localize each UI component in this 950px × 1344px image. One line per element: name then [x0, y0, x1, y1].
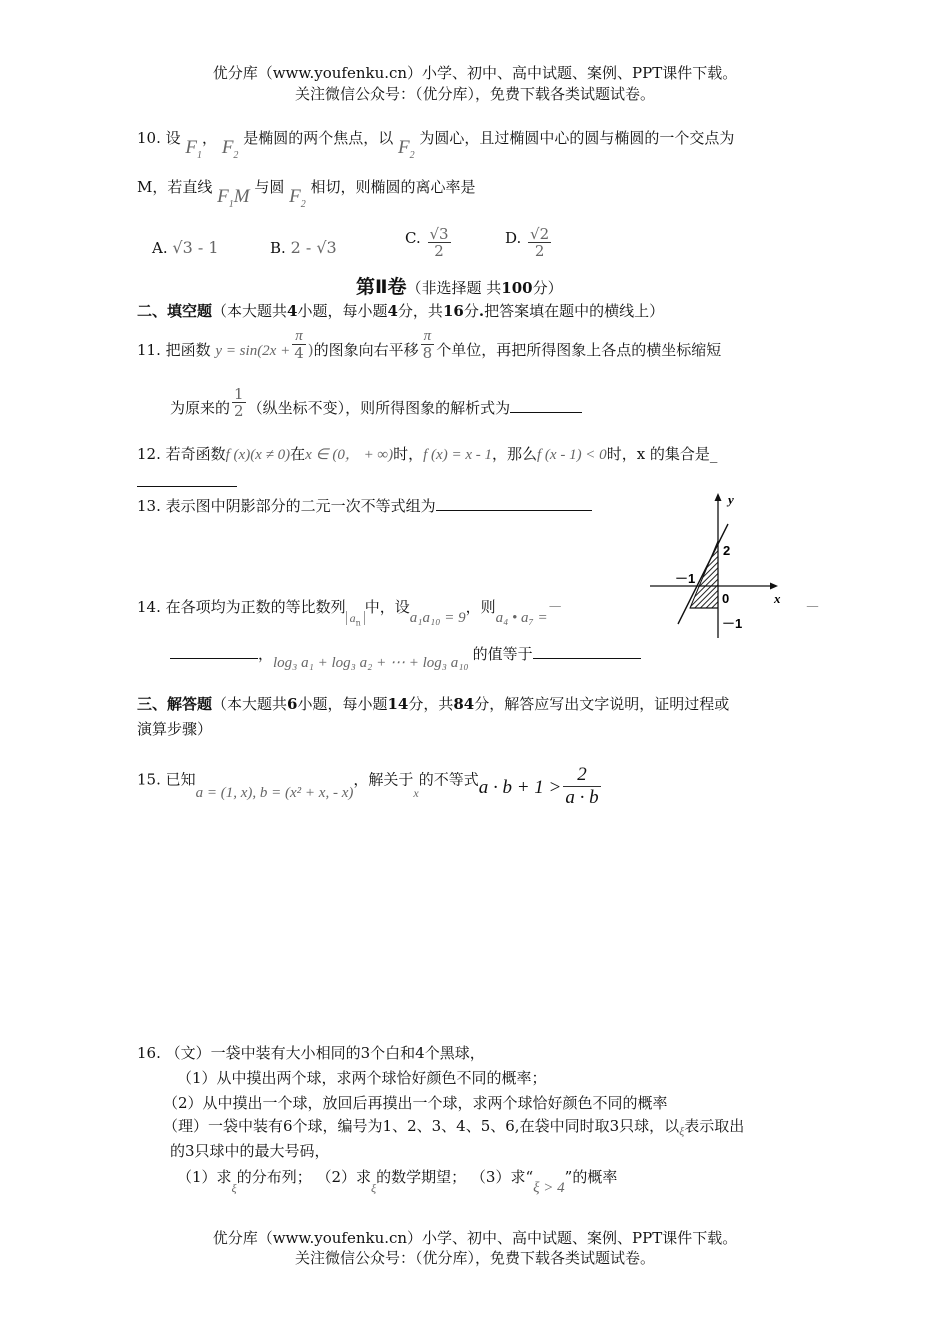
part-2-title: 第Ⅱ卷（非选择题 共100分） — [356, 276, 563, 298]
f1-symbol: $F_1$ — [185, 137, 203, 161]
q16-line-1: 16. （文）一袋中装有大小相同的3个白和4个黑球， — [137, 1044, 485, 1062]
q11-line-2: 为原来的 $\frac{1}{2}$ （纵坐标不变），则所得图象的解析式为 — [170, 386, 582, 419]
origin-label: 0 — [722, 591, 730, 606]
x-tick-neg-1: －1 — [675, 571, 696, 586]
q14-trailing-dash: － — [805, 598, 821, 616]
f2-symbol: $F_2$ — [221, 137, 239, 161]
x-axis-arrow — [770, 583, 778, 590]
q15-text: 15. 已知a = (1, x), b = (x² + x, - x)，解关于$_x$的不等式a · b + 1 > $\frac{2}{a \cdot b}$ — [137, 764, 599, 808]
header-line-2: 关注微信公众号：（优分库），免费下载各类试题试卷。 — [294, 85, 655, 103]
y-tick-2: 2 — [723, 543, 731, 558]
section-3-heading: 三、解答题（本大题共6小题，每小题14分，共84分，解答应写出文字说明，证明过程或 — [137, 695, 730, 713]
q10-line-1: 10. 设 $F_1$， $F_2$ 是椭圆的两个焦点，以 $F_2$ 为圆心，且过椭圆中心的圆与椭圆的一个交点为 — [137, 129, 735, 161]
y-axis-arrow — [715, 493, 722, 501]
footer-line-2: 关注微信公众号：（优分库），免费下载各类试题试卷。 — [294, 1249, 655, 1267]
q13-text: 13. 表示图中阴影部分的二元一次不等式组为 — [137, 495, 592, 516]
header-line-1: 优分库（www.youfenku.cn）小学、初中、高中试题、案例、PPT课件下载。 — [212, 64, 738, 82]
q12-line-1: 12. 若奇函数f (x)(x ≠ 0)在x ∈ (0， + ∞)时，f (x) = x - 1，那么f (x - 1) < 0时，x 的集合是_ — [137, 445, 718, 463]
q16-line-4: （理）一袋中装有6个球，编号为1、2、3、4、5、6,在袋中同时取3只球，以$_\xi$表示取出 — [163, 1117, 745, 1138]
q14-line-1: 14. 在各项均为正数的等比数列$_{a_n}$中，设a₁a₁₀ = 9，则a₄ • a₇ =－ — [137, 598, 563, 628]
y-tick-neg-1: －1 — [722, 616, 743, 631]
q11-answer-blank[interactable] — [510, 412, 582, 413]
y-axis-label: y — [728, 492, 734, 507]
f2-center-symbol: $F_2$ — [398, 137, 415, 161]
q10-option-a: A. √3 - 1 — [152, 238, 219, 257]
q13-answer-blank[interactable] — [436, 510, 592, 511]
q12-answer-blank[interactable] — [137, 470, 237, 487]
q16-line-3: （2）从中摸出一个球，放回后再摸出一个球，求两个球恰好颜色不同的概率 — [163, 1094, 668, 1112]
shaded-region-graph — [650, 488, 800, 643]
x-axis-label: x — [774, 591, 781, 606]
q11-line-1: 11. 把函数 y = sin(2x + $\frac{\pi}{4}$ )的图象向右平移 $\frac{\pi}{8}$ 个单位，再把所得图象上各点的横坐标缩短 — [137, 328, 722, 362]
q14-answer-blank-1[interactable] — [170, 658, 258, 659]
q10-option-c: C. $\frac{√3}{2}$ — [405, 225, 449, 260]
f1m-symbol: $F_1M$ — [217, 186, 250, 210]
q14-line-2: ，log₃ a₁ + log₃ a₂ + ⋯ + log₃ a₁₀ 的值等于 — [170, 643, 641, 664]
section-2-heading: 二、填空题（本大题共4小题，每小题4分，共16分.把答案填在题中的横线上） — [137, 302, 665, 320]
q16-line-6: （1）求$_\xi$的分布列； （2）求$_\xi$的数学期望； （3）求“ξ > 4”的概率 — [177, 1168, 618, 1196]
q10-option-d: D. $\frac{√2}{2}$ — [505, 225, 550, 260]
q16-line-2: （1）从中摸出两个球，求两个球恰好颜色不同的概率； — [177, 1069, 547, 1087]
q14-answer-blank-2[interactable] — [533, 658, 641, 659]
q10-option-b: B. 2 - √3 — [270, 238, 337, 257]
section-3-heading-line-2: 演算步骤） — [137, 720, 213, 738]
footer-line-1: 优分库（www.youfenku.cn）小学、初中、高中试题、案例、PPT课件下载。 — [212, 1229, 738, 1247]
q10-line-2: M，若直线 $F_1M$ 与圆 $F_2$ 相切，则椭圆的离心率是 — [137, 178, 476, 210]
f2-circle-symbol: $F_2$ — [289, 186, 306, 210]
q16-line-5: 的3只球中的最大号码， — [170, 1142, 330, 1160]
